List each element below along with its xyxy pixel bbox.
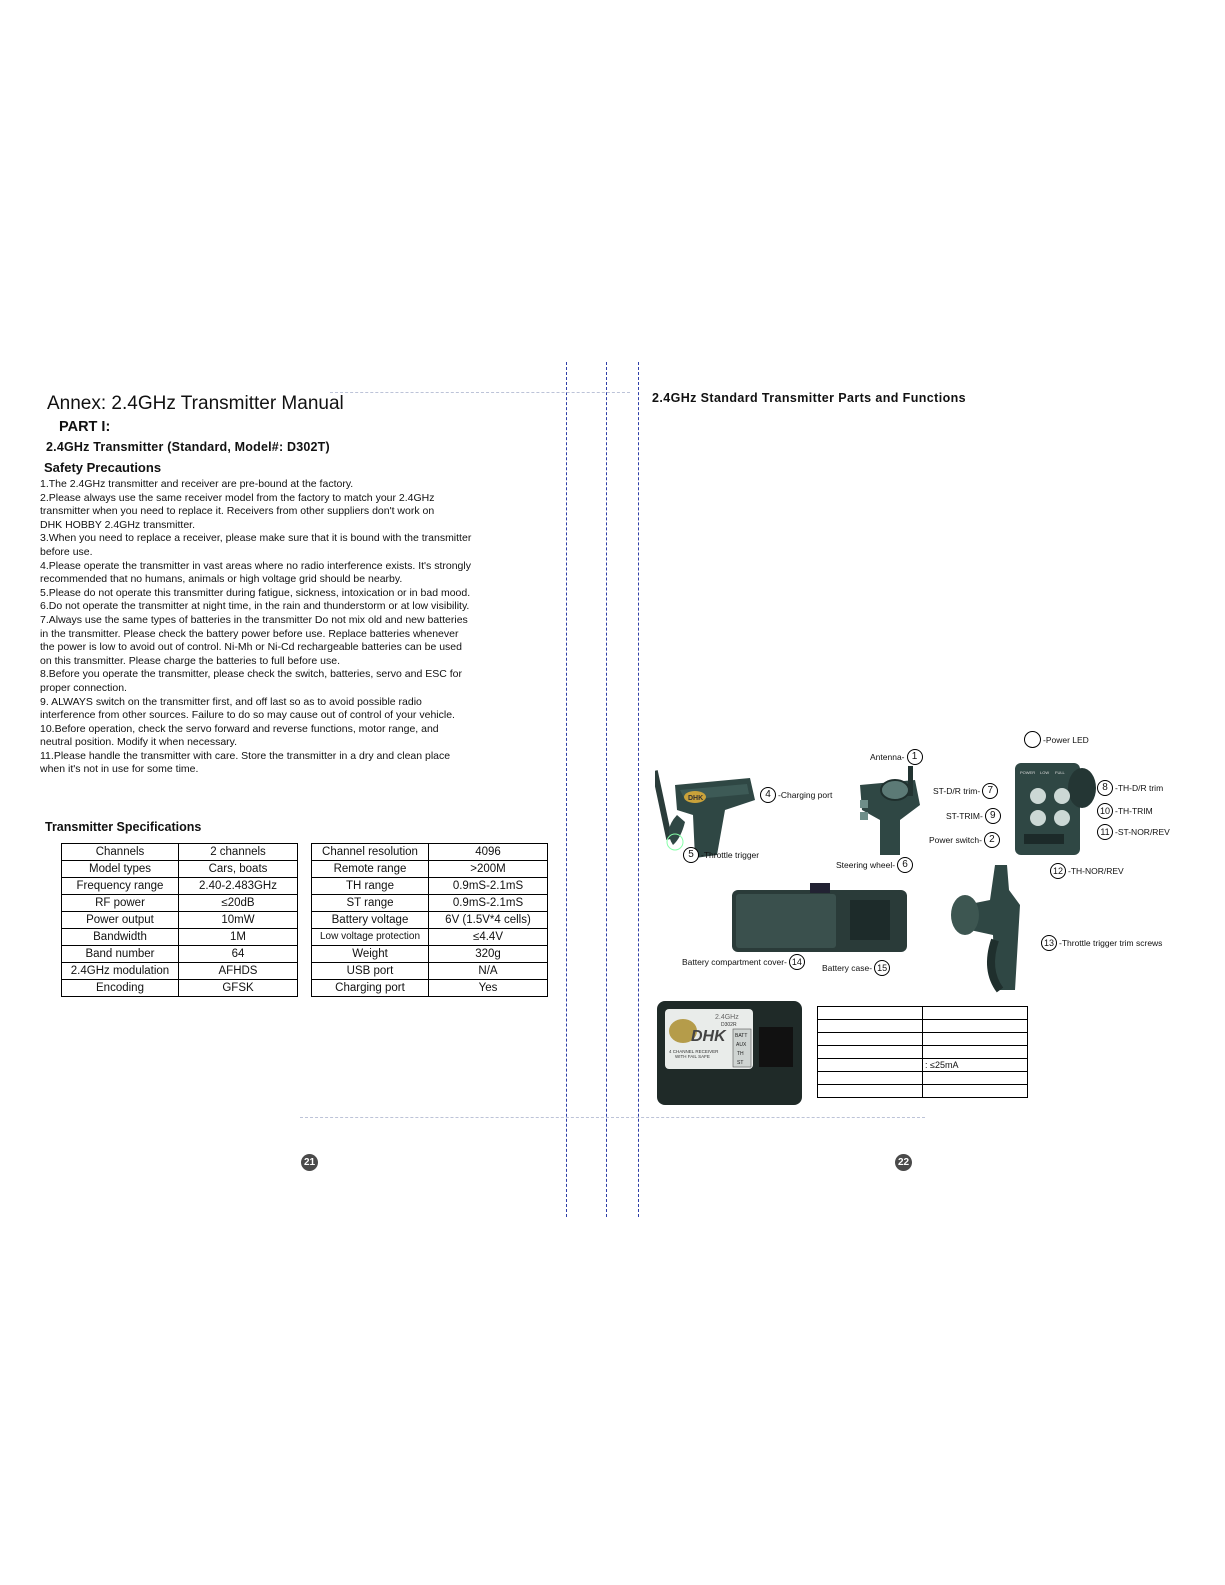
callout-antenna	[870, 749, 923, 765]
callout-battery-cover	[682, 954, 805, 970]
spec-label: RF power	[62, 895, 179, 912]
callout-th-trim	[1097, 803, 1153, 819]
safety-item-line: before use.	[40, 545, 93, 558]
receiver-spec-row	[818, 1072, 1028, 1085]
spec-value: 0.9mS-2.1mS	[429, 878, 548, 895]
spec-row	[62, 861, 298, 878]
specs-table-right	[311, 843, 548, 997]
spec-label: Charging port	[312, 980, 429, 997]
receiver-spec-label	[818, 1033, 923, 1046]
safety-item-line: 7.Always use the same types of batteries in the transmitter Do not mix old and new batteries	[40, 613, 468, 626]
specs-table-left	[61, 843, 298, 997]
safety-item-line: proper connection.	[40, 681, 127, 694]
fold-line-1	[566, 362, 567, 1217]
safety-item-line: recommended that no humans, animals or high voltage grid should be nearby.	[40, 573, 403, 586]
throttle-trim-photo	[945, 860, 1035, 995]
receiver-spec-row	[818, 1020, 1028, 1033]
callout-throttle-trigger-label: -Throttle trigger	[701, 850, 760, 860]
spec-label: Bandwidth	[62, 929, 179, 946]
callout-st-dr-trim-label: ST-D/R trim-	[933, 786, 981, 796]
spec-value: >200M	[429, 861, 548, 878]
callout-st-nor-rev	[1097, 824, 1170, 840]
spec-row	[62, 946, 298, 963]
receiver-spec-value	[923, 1007, 1028, 1020]
safety-heading: Safety Precautions	[44, 460, 162, 475]
callout-st-dr-trim	[933, 783, 998, 799]
safety-item-line: transmitter when you need to replace it. Receivers from other suppliers don't work on	[40, 505, 435, 518]
callout-th-dr-trim-label: -TH-D/R trim	[1115, 783, 1164, 793]
spec-row	[312, 844, 548, 861]
page-title: Annex: 2.4GHz Transmitter Manual	[47, 393, 344, 414]
callout-number-4: 4	[760, 787, 776, 803]
callout-battery-cover-label: Battery compartment cover-	[682, 957, 787, 967]
receiver-spec-value: : ≤25mA	[923, 1059, 1028, 1072]
callout-steering-wheel	[836, 857, 913, 873]
safety-item-line: 5.Please do not operate this transmitter during fatigue, sickness, intoxication or in bad mood.	[40, 586, 471, 599]
callout-number-11: 11	[1097, 824, 1113, 840]
callout-power-switch-label: Power switch-	[929, 835, 982, 845]
safety-item-line: on this transmitter. Please charge the batteries to full before use.	[40, 654, 340, 667]
part-label: PART I:	[59, 419, 111, 435]
receiver-spec-row	[818, 1059, 1028, 1072]
receiver-spec-row	[818, 1046, 1028, 1059]
safety-item-line: 11.Please handle the transmitter with care. Store the transmitter in a dry and clean place	[40, 749, 451, 762]
fold-line-2	[606, 362, 607, 1217]
page-number-right: 22	[895, 1154, 912, 1171]
receiver-spec-row	[818, 1033, 1028, 1046]
safety-item-line: 1.The 2.4GHz transmitter and receiver are pre-bound at the factory.	[40, 478, 354, 490]
receiver-specs-table	[817, 1006, 1028, 1098]
callout-number-7: 7	[982, 783, 998, 799]
callout-number-13: 13	[1041, 935, 1057, 951]
spec-row	[312, 929, 548, 946]
callout-th-nor-rev	[1050, 863, 1124, 879]
callout-steering-wheel-label: Steering wheel-	[836, 860, 896, 870]
safety-item-line: neutral position. Modify it when necessary.	[40, 736, 238, 749]
callout-throttle-trim-screws	[1041, 935, 1162, 951]
parts-heading: 2.4GHz Standard Transmitter Parts and Functions	[652, 391, 967, 405]
spec-label: 2.4GHz modulation	[62, 963, 179, 980]
receiver-spec-label	[818, 1046, 923, 1059]
receiver-caption-1: 4 CHANNEL RECEIVER	[669, 1049, 719, 1054]
callout-power-switch	[929, 832, 1000, 848]
spec-label: Channels	[62, 844, 179, 861]
spec-value: 1M	[179, 929, 298, 946]
safety-item-line: 10.Before operation, check the servo forward and reverse functions, motor range, and	[40, 722, 439, 735]
callout-throttle-trim-screws-label: -Throttle trigger trim screws	[1059, 938, 1163, 948]
callout-st-trim-label: ST-TRIM-	[946, 811, 983, 821]
spec-label: Remote range	[312, 861, 429, 878]
spec-row	[62, 980, 298, 997]
spec-label: Encoding	[62, 980, 179, 997]
receiver-spec-label	[818, 1020, 923, 1033]
callout-th-dr-trim	[1097, 780, 1163, 796]
receiver-spec-label	[818, 1007, 923, 1020]
specs-heading: Transmitter Specifications	[45, 820, 202, 834]
callout-th-nor-rev-label: -TH-NOR/REV	[1068, 866, 1124, 876]
callout-power-led	[1024, 731, 1089, 748]
spec-label: Weight	[312, 946, 429, 963]
safety-item-line: 6.Do not operate the transmitter at night time, in the rain and thunderstorm or at low visibility.	[40, 600, 470, 613]
panel-full-text: FULL	[1055, 770, 1065, 775]
page-number-left: 21	[301, 1154, 318, 1171]
top-margin-line	[330, 392, 630, 393]
callout-number-14: 14	[789, 954, 805, 970]
spec-value: 64	[179, 946, 298, 963]
spec-row	[312, 912, 548, 929]
spec-row	[312, 963, 548, 980]
spec-label: USB port	[312, 963, 429, 980]
receiver-spec-value	[923, 1020, 1028, 1033]
safety-item-line: 2.Please always use the same receiver model from the factory to match your 2.4GHz	[40, 491, 435, 504]
safety-item-line: when it's not in use for some time.	[40, 763, 199, 776]
receiver-spec-row	[818, 1007, 1028, 1020]
callout-antenna-label: Antenna-	[870, 752, 905, 762]
spec-row	[62, 895, 298, 912]
callout-number-9: 9	[985, 808, 1001, 824]
panel-power-text: POWER	[1020, 770, 1036, 775]
receiver-brand-text: DHK	[691, 1028, 726, 1045]
receiver-photo	[655, 997, 805, 1107]
callout-number-15: 15	[874, 960, 890, 976]
spec-row	[312, 946, 548, 963]
spec-label: Frequency range	[62, 878, 179, 895]
callout-charging-port-label: -Charging port	[778, 790, 833, 800]
spec-row	[62, 878, 298, 895]
spec-label: Band number	[62, 946, 179, 963]
spec-value: 0.9mS-2.1mS	[429, 895, 548, 912]
receiver-port-th: TH	[737, 1051, 744, 1057]
receiver-spec-label	[818, 1072, 923, 1085]
callout-battery-case-label: Battery case-	[822, 963, 873, 973]
spec-row	[62, 912, 298, 929]
receiver-spec-label	[818, 1085, 923, 1098]
spec-value: 2 channels	[179, 844, 298, 861]
receiver-band-text: 2.4GHz	[715, 1014, 739, 1021]
safety-item-line: 8.Before you operate the transmitter, please check the switch, batteries, servo and ESC for	[40, 668, 462, 681]
spec-value: 10mW	[179, 912, 298, 929]
transmitter-panel-photo	[1010, 758, 1100, 858]
spec-value: N/A	[429, 963, 548, 980]
receiver-spec-row	[818, 1085, 1028, 1098]
safety-item-line: in the transmitter. Please check the battery power before use. Replace batteries whenever	[40, 627, 459, 640]
callout-number-1: 1	[907, 749, 923, 765]
transmitter-rear-photo	[850, 760, 930, 860]
spec-row	[312, 980, 548, 997]
fold-line-3	[638, 362, 639, 1217]
spec-row	[312, 878, 548, 895]
callout-th-trim-label: -TH-TRIM	[1115, 806, 1153, 816]
receiver-spec-value	[923, 1033, 1028, 1046]
spec-value: ≤4.4V	[429, 929, 548, 946]
spec-row	[312, 861, 548, 878]
callout-number-2: 2	[984, 832, 1000, 848]
callout-number-5: 5	[683, 847, 699, 863]
callout-number-12: 12	[1050, 863, 1066, 879]
spec-value: 4096	[429, 844, 548, 861]
spec-value: ≤20dB	[179, 895, 298, 912]
safety-item-line: 9. ALWAYS switch on the transmitter first, and off last so as to avoid possible radio	[40, 695, 422, 708]
callout-battery-case	[822, 960, 890, 976]
spec-row	[62, 963, 298, 980]
callout-st-nor-rev-label: -ST-NOR/REV	[1115, 827, 1170, 837]
spec-label: Model types	[62, 861, 179, 878]
spec-value: AFHDS	[179, 963, 298, 980]
spec-value: Yes	[429, 980, 548, 997]
safety-item-line: the power is low to avoid out of control. Ni-Mh or Ni-Cd rechargeable batteries can be used	[40, 641, 462, 654]
callout-number-8: 8	[1097, 780, 1113, 796]
callout-st-trim	[946, 808, 1001, 824]
panel-low-text: LOW	[1040, 770, 1050, 775]
spec-row	[312, 895, 548, 912]
spec-value: GFSK	[179, 980, 298, 997]
receiver-port-aux: AUX	[736, 1042, 747, 1048]
spec-label: ST range	[312, 895, 429, 912]
receiver-caption-2: WITH FAIL SAFE	[675, 1054, 710, 1059]
spec-value: 320g	[429, 946, 548, 963]
model-heading: 2.4GHz Transmitter (Standard, Model#: D302T)	[46, 440, 330, 454]
spec-value: 6V (1.5V*4 cells)	[429, 912, 548, 929]
receiver-spec-value	[923, 1046, 1028, 1059]
spec-row	[62, 844, 298, 861]
safety-item-line: interference from other sources. Failure to do so may cause out of control of your vehicle.	[40, 709, 455, 722]
callout-number-6: 6	[897, 857, 913, 873]
receiver-spec-label	[818, 1059, 923, 1072]
safety-item-line: 3.When you need to replace a receiver, please make sure that it is bound with the transmitter	[40, 532, 472, 545]
spec-value: 2.40-2.483GHz	[179, 878, 298, 895]
spec-label: TH range	[312, 878, 429, 895]
callout-throttle-trigger	[683, 847, 759, 863]
safety-item-line: DHK HOBBY 2.4GHz transmitter.	[40, 518, 196, 531]
callout-number-10: 10	[1097, 803, 1113, 819]
safety-item-line: 4.Please operate the transmitter in vast areas where no radio interference exists. It's strongly	[40, 559, 471, 572]
bottom-margin-line	[300, 1117, 925, 1118]
receiver-port-batt: BATT	[735, 1033, 748, 1039]
spec-value: Cars, boats	[179, 861, 298, 878]
spec-label: Low voltage protection	[312, 929, 429, 946]
receiver-port-st: ST	[737, 1060, 744, 1066]
spec-label: Battery voltage	[312, 912, 429, 929]
battery-case-photo	[730, 880, 910, 955]
callout-charging-port	[760, 787, 832, 803]
spec-row	[62, 929, 298, 946]
spec-label: Power output	[62, 912, 179, 929]
transmitter-brand-text: DHK	[688, 795, 704, 802]
safety-list	[40, 478, 560, 777]
receiver-model-text: D302R	[721, 1022, 737, 1028]
receiver-spec-value	[923, 1072, 1028, 1085]
receiver-spec-value	[923, 1085, 1028, 1098]
spec-label: Channel resolution	[312, 844, 429, 861]
callout-power-led-label: -Power LED	[1043, 734, 1089, 745]
